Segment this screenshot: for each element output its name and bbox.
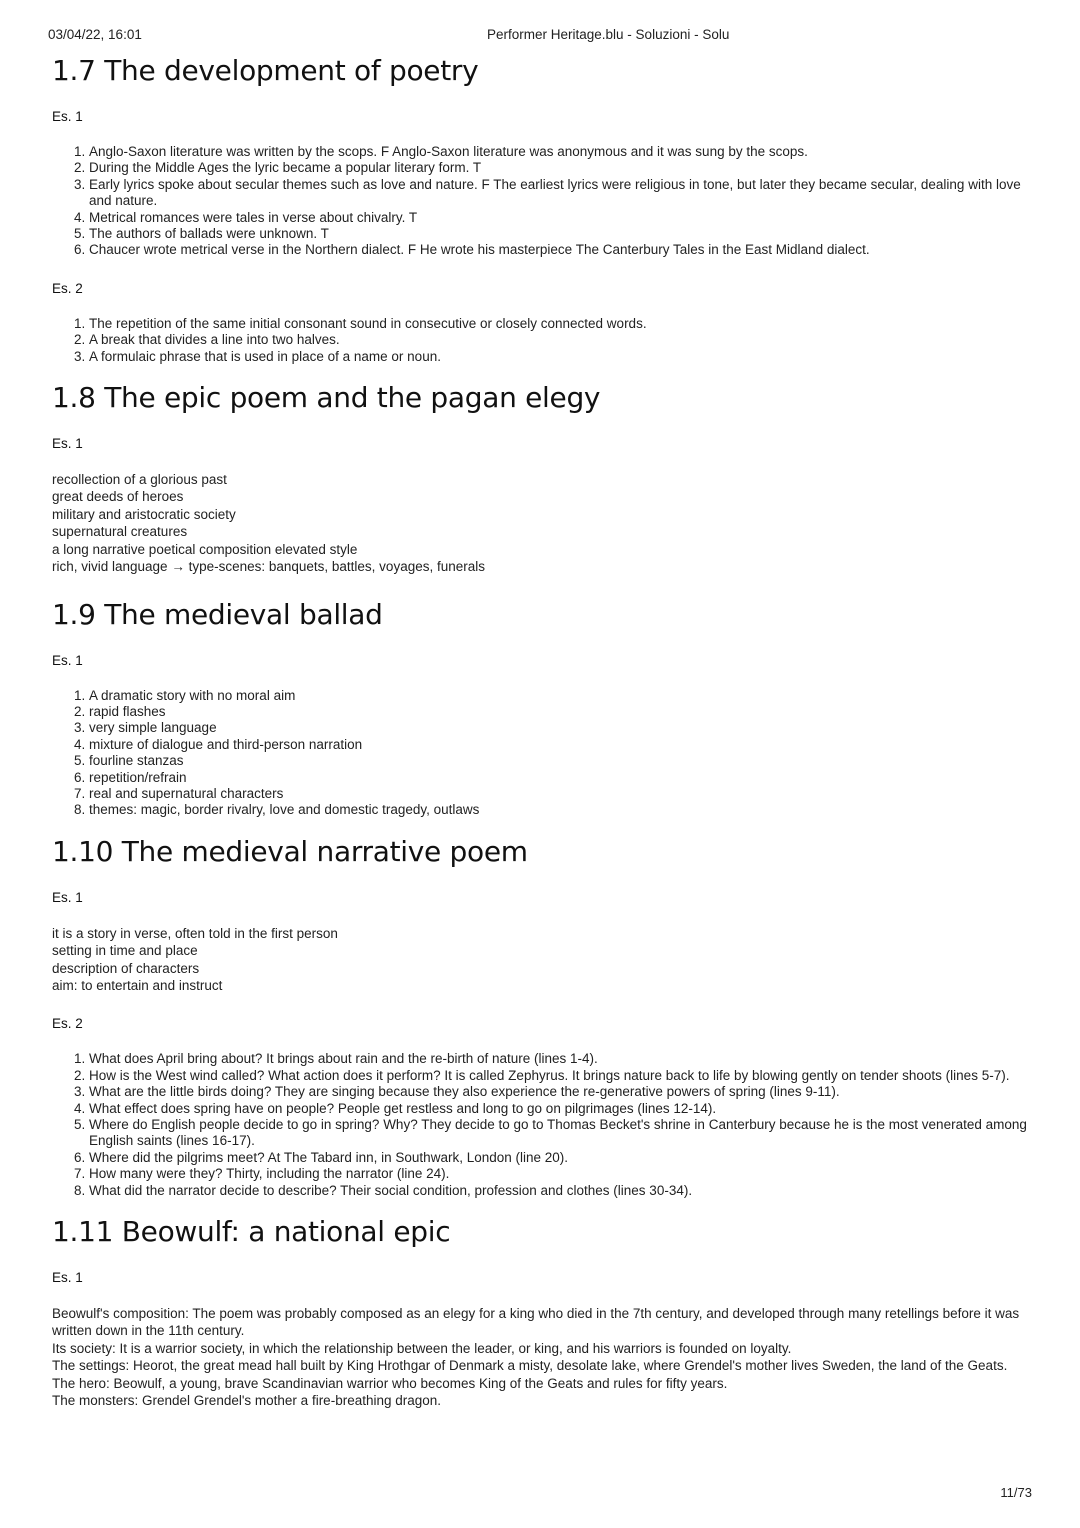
exercise-text-1-11-es1 [52, 1305, 1032, 1409]
text-line: supernatural creatures [52, 524, 188, 540]
text-line: Its society: It is a warrior society, in which the relationship between the leader, or king, and his warriors is founded on loyalty. [52, 1340, 792, 1356]
text-line: description of characters [52, 960, 200, 976]
exercise-label: Es. 1 [52, 1270, 83, 1286]
list-item: 2. How is the West wind called? What action does it perform? It is called Zephyrus. It brings nature back to life by blowing gently on tender shoots (lines 5-7). [89, 1068, 1032, 1084]
section-heading-1-7: 1.7 The development of poetry [52, 54, 479, 87]
exercise-text-1-8-es1 [52, 471, 1032, 575]
list-item: 2. During the Middle Ages the lyric became a popular literary form. T [89, 160, 1032, 176]
list-item: 1. Anglo-Saxon literature was written by the scops. F Anglo-Saxon literature was anonymous and it was sung by the scops. [89, 144, 1032, 160]
section-heading-1-8: 1.8 The epic poem and the pagan elegy [52, 381, 601, 415]
list-item: 4. mixture of dialogue and third-person narration [89, 737, 1032, 753]
exercise-label: Es. 1 [52, 436, 83, 452]
text-line: setting in time and place [52, 943, 198, 959]
list-item: 6. repetition/refrain [89, 770, 1032, 786]
section-heading-1-9: 1.9 The medieval ballad [52, 597, 383, 631]
page-number: 11/73 [1000, 1485, 1032, 1500]
text-line: The hero: Beowulf, a young, brave Scandinavian warrior who becomes King of the Geats and rules for fifty years. [52, 1375, 728, 1391]
exercise-label: Es. 1 [52, 109, 83, 124]
list-item: 7. How many were they? Thirty, including the narrator (line 24). [89, 1166, 1032, 1182]
exercise-list-1-9-es1 [52, 688, 1032, 819]
exercise-text-1-10-es1 [52, 925, 1032, 995]
list-item: 4. What effect does spring have on people? People get restless and long to go on pilgrimages (lines 12-14). [89, 1101, 1032, 1117]
list-item: 5. The authors of ballads were unknown. T [89, 226, 1032, 242]
text-line: military and aristocratic society [52, 506, 236, 522]
list-item: 1. The repetition of the same initial consonant sound in consecutive or closely connected words. [89, 316, 1032, 332]
list-item: 2. rapid flashes [89, 704, 1032, 720]
list-item: 8. What did the narrator decide to describe? Their social condition, profession and clothes (lines 30-34). [89, 1183, 1032, 1199]
text-line: Beowulf's composition: The poem was probably composed as an elegy for a king who died in the 7th century, and developed through many retellings before it was written down in the 11th century. [52, 1306, 1020, 1339]
text-line: recollection of a glorious past [52, 472, 227, 488]
text-line: The settings: Heorot, the great mead hall built by King Hrothgar of Denmark a misty, desolate lake, where Grendel's mother lives Sweden, the land of the Geats. [52, 1358, 1008, 1374]
list-item: 3. Early lyrics spoke about secular themes such as love and nature. F The earliest lyrics were religious in tone, but later they became secular, dealing with love and nature. [89, 177, 1032, 210]
text-line: aim: to entertain and instruct [52, 977, 223, 993]
text-line: it is a story in verse, often told in the first person [52, 925, 338, 941]
exercise-label: Es. 2 [52, 280, 83, 296]
exercise-list-1-10-es2 [52, 1051, 1032, 1199]
list-item: 4. Metrical romances were tales in verse about chivalry. T [89, 210, 1032, 226]
exercise-label: Es. 1 [52, 889, 83, 905]
list-item: 7. real and supernatural characters [89, 786, 1032, 802]
text-line: rich, vivid language → type-scenes: banquets, battles, voyages, funerals [52, 559, 485, 575]
list-item: 5. fourline stanzas [89, 753, 1032, 769]
print-date: 03/04/22, 16:01 [48, 27, 142, 42]
list-item: 5. Where do English people decide to go in spring? Why? They decide to go to Thomas Becket's shrine in Canterbury because he is the most venerated among English saints (lines 16-17). [89, 1117, 1032, 1150]
page-content [52, 52, 1032, 1409]
list-item: 1. What does April bring about? It brings about rain and the re-birth of nature (lines 1-4). [89, 1051, 1032, 1067]
document-title: Performer Heritage.blu - Soluzioni - Solu [487, 27, 730, 42]
list-item: 8. themes: magic, border rivalry, love and domestic tragedy, outlaws [89, 802, 1032, 818]
text-line: a long narrative poetical composition elevated style [52, 541, 358, 557]
exercise-list-1-7-es1 [52, 144, 1032, 259]
section-heading-1-10: 1.10 The medieval narrative poem [52, 834, 528, 868]
exercise-list-1-7-es2 [52, 316, 1032, 365]
list-item: 1. A dramatic story with no moral aim [89, 688, 1032, 704]
list-item: 3. A formulaic phrase that is used in place of a name or noun. [89, 349, 1032, 365]
text-line: great deeds of heroes [52, 489, 184, 505]
list-item: 2. A break that divides a line into two halves. [89, 332, 1032, 348]
section-heading-1-11: 1.11 Beowulf: a national epic [52, 1215, 451, 1249]
list-item: 6. Chaucer wrote metrical verse in the Northern dialect. F He wrote his masterpiece The Canterbury Tales in the East Midland dialect. [89, 242, 1032, 258]
list-item: 3. What are the little birds doing? They are singing because they also experience the re-generative powers of spring (lines 9-11). [89, 1084, 1032, 1100]
list-item: 6. Where did the pilgrims meet? At The Tabard inn, in Southwark, London (line 20). [89, 1150, 1032, 1166]
exercise-label: Es. 1 [52, 652, 83, 668]
list-item: 3. very simple language [89, 720, 1032, 736]
text-line: The monsters: Grendel Grendel's mother a fire-breathing dragon. [52, 1393, 442, 1409]
exercise-label: Es. 2 [52, 1016, 83, 1032]
